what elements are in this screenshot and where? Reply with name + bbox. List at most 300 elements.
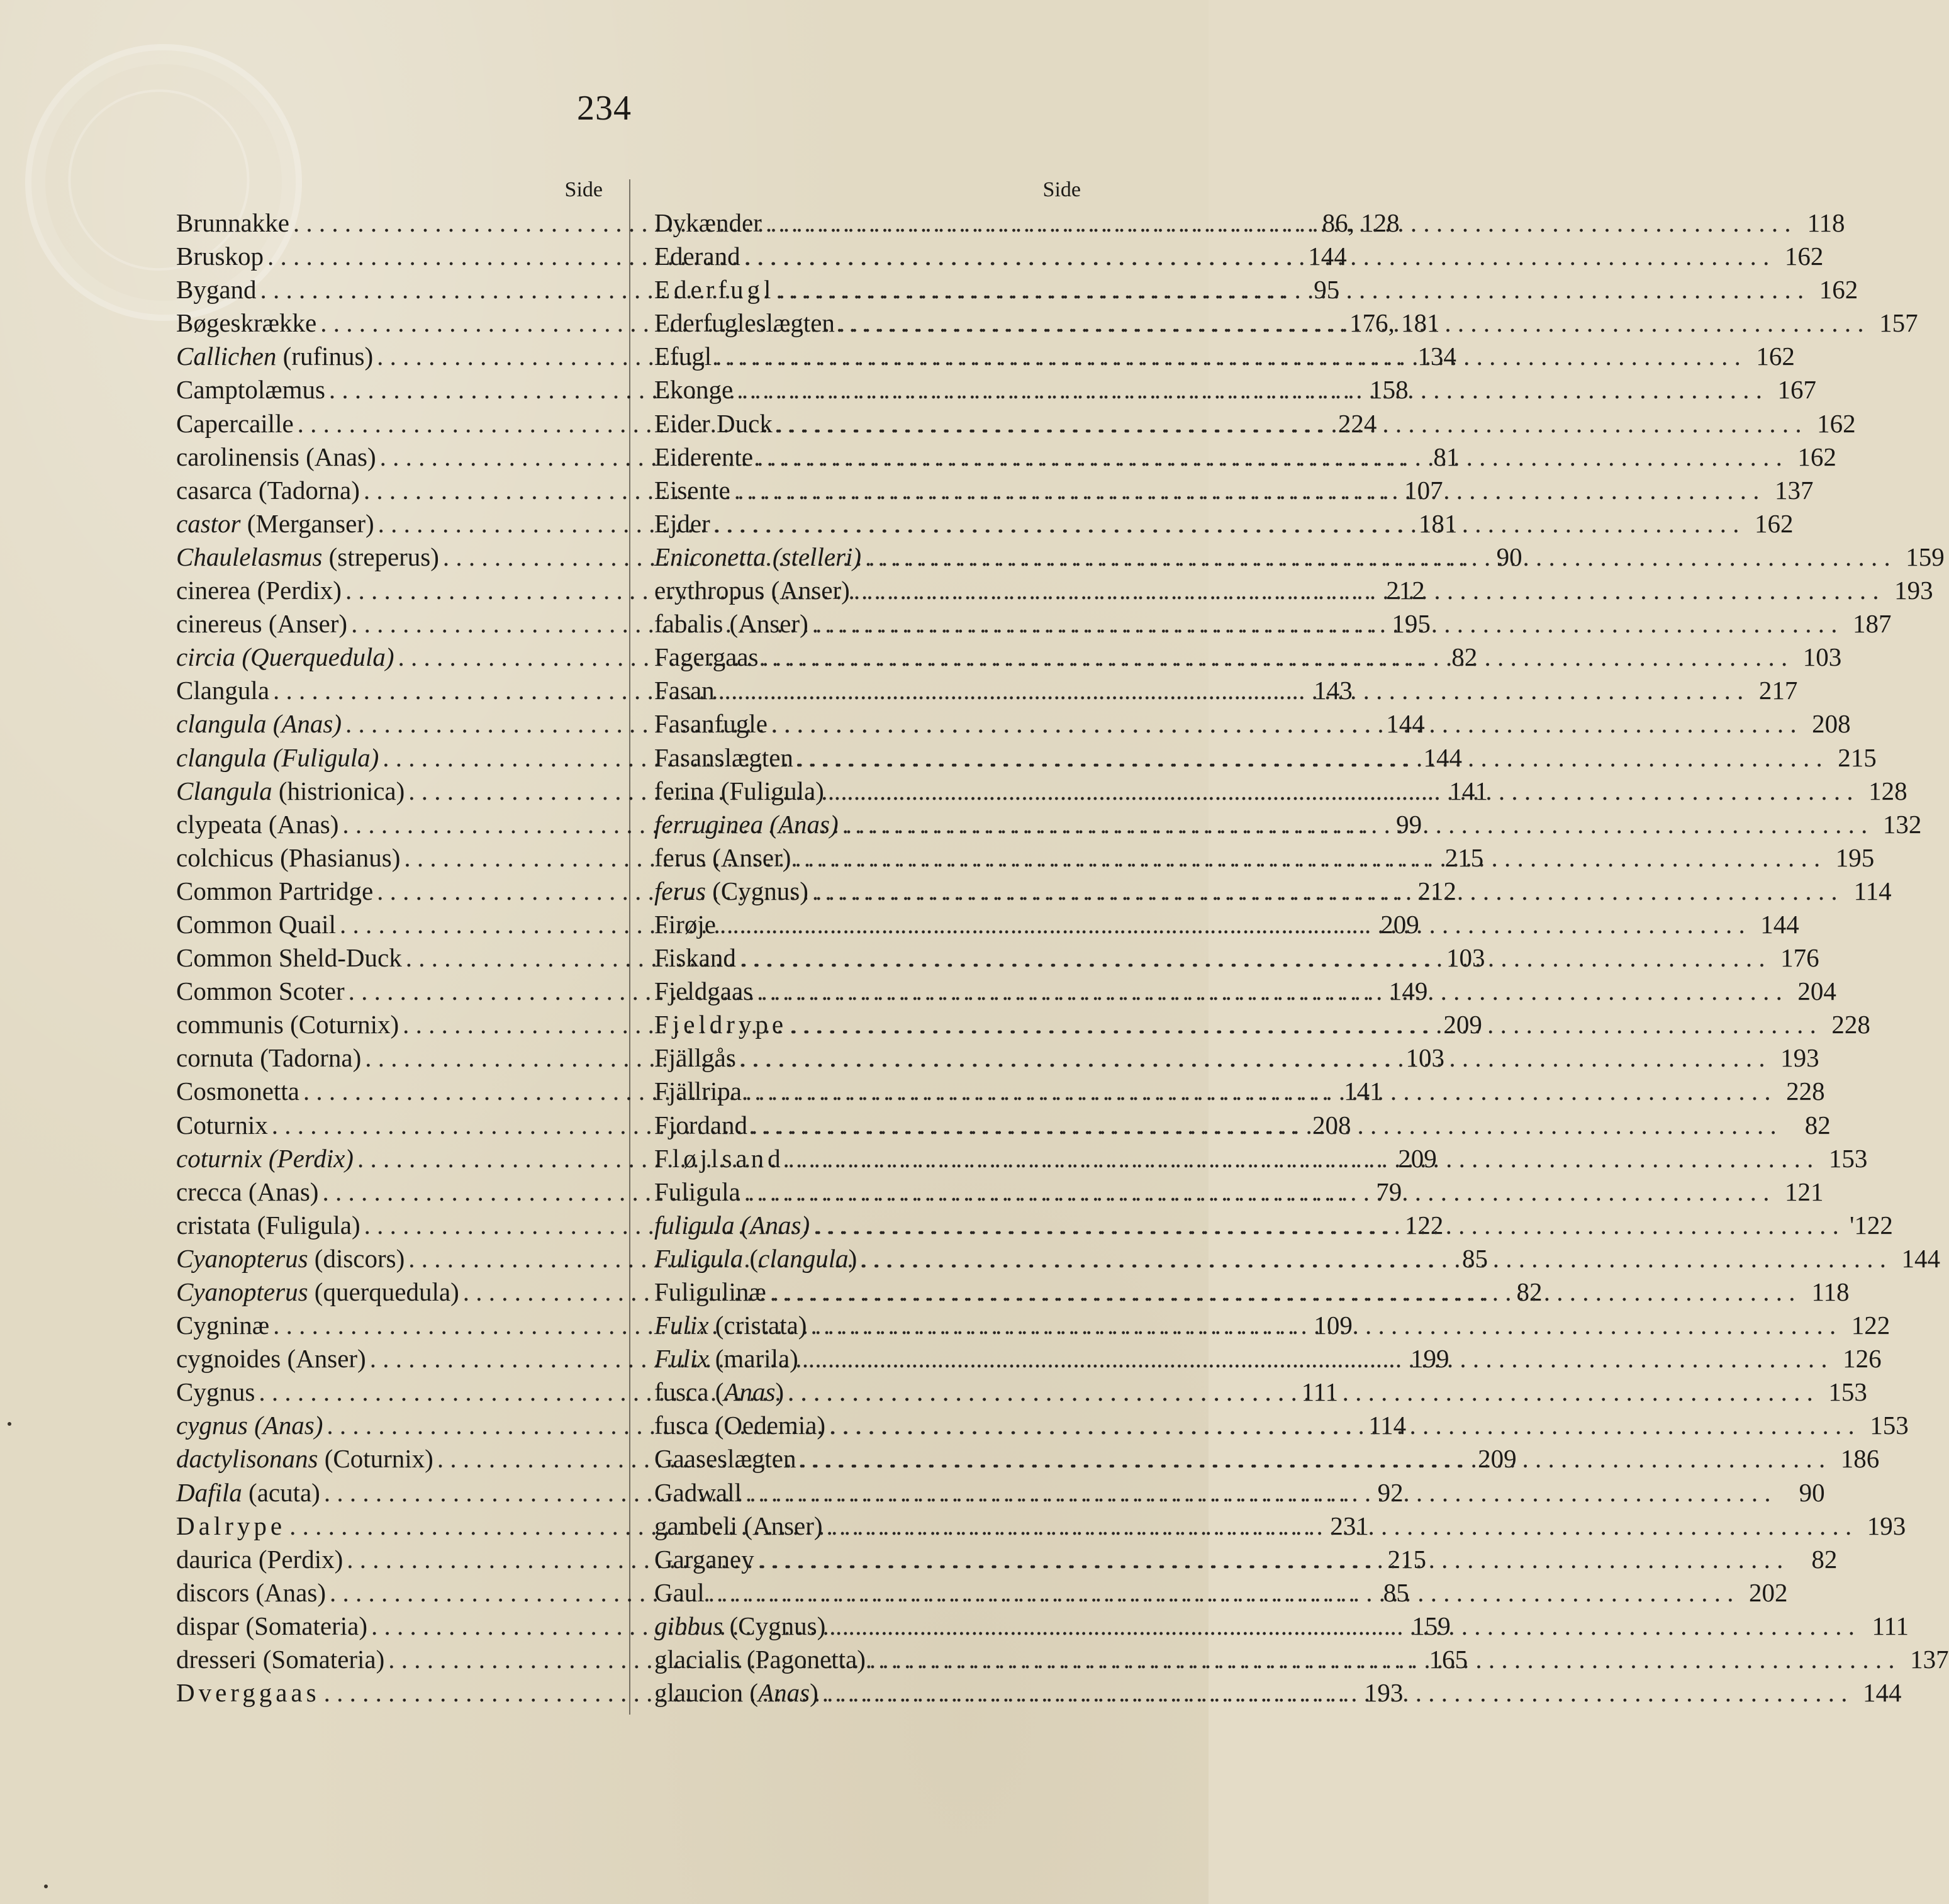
index-term [176,1509,286,1543]
index-page-reference: 212 [1417,876,1456,905]
dot-leader [740,941,1765,975]
index-page-reference: 103 [1446,943,1485,973]
index-page-reference: 144 [1760,909,1799,939]
index-term [176,1275,459,1309]
index-term [176,607,347,641]
index-term-part: ) [775,1377,785,1407]
index-page-reference: 159 [1906,542,1945,571]
index-term-part: Brunnakke [176,208,289,237]
index-term [176,1242,405,1275]
index-term-part: (streperus) [322,542,439,571]
index-term-part: Eisente [654,475,730,505]
dot-leader [854,574,1879,607]
index-page-reference: 176, 181 [1349,308,1440,338]
index-term-part: Dykænder [654,208,762,237]
index-term-part: daurica (Perdix) [176,1544,343,1574]
index-term [176,1309,269,1342]
index-term [176,1109,268,1142]
dot-leader [715,340,1741,373]
index-page-reference: 103 [1405,1043,1444,1073]
index-term-part: glaucion ( [654,1678,759,1708]
index-term [654,641,758,674]
dot-leader [869,1643,1895,1676]
index-term-part: ) [810,1678,818,1708]
index-term-part: Cyanopterus [176,1243,308,1273]
dot-leader [829,1409,1855,1442]
index-term [176,1342,366,1375]
dot-leader [720,908,1745,941]
index-term-part: carolinensis (Anas) [176,442,376,471]
index-term-part: fusca (Oedemia) [654,1411,826,1440]
index-term-part: dispar (Somateria) [176,1611,367,1640]
index-term [654,1109,747,1142]
index-entry [654,1209,1893,1242]
index-page-reference: 111 [1872,1611,1909,1640]
index-term [654,1175,740,1209]
index-page-reference: 126 [1843,1344,1882,1374]
index-term-part: Fuligula [654,1177,740,1206]
index-term [176,373,325,406]
index-term-part: Fiskand [654,943,736,973]
index-term-part: cristata (Fuligula) [176,1210,360,1240]
dot-leader [758,1543,1784,1576]
dot-leader [776,407,1802,440]
index-term [176,674,269,707]
dot-leader [802,1342,1828,1375]
index-term [176,206,289,240]
dot-leader [797,741,1823,775]
index-page-reference: 114 [1368,1411,1407,1440]
dot-leader [714,507,1740,540]
index-page-reference: 162 [1817,408,1856,438]
index-term-part: Fuligula [654,1243,744,1273]
index-term-part: coturnix (Perdix) [176,1143,354,1173]
index-term [176,440,376,474]
dot-leader [718,674,1744,707]
index-term-part: Fjällgås [654,1043,736,1073]
index-page-reference: 121 [1784,1177,1824,1206]
dot-leader [810,1309,1836,1342]
index-page-reference: 195 [1835,843,1875,872]
index-term [654,474,730,507]
index-term-part: Eniconetta (stelleri) [654,542,862,571]
index-term-part: Efugl [654,342,712,371]
index-page-reference: 209 [1380,909,1419,939]
index-term [654,908,716,941]
index-term [176,875,373,908]
index-term-part: ferruginea (Anas) [654,809,839,839]
index-term-part: ferus [654,876,706,905]
index-page-reference: 228 [1831,1010,1870,1039]
index-term [654,841,791,875]
index-term-part: Fulix [654,1311,709,1340]
index-page-reference: 193 [1364,1678,1404,1708]
index-term-part: Fjeldrype [654,1010,788,1039]
index-page-reference: 228 [1786,1077,1825,1106]
index-term-part: Fasan [654,676,715,705]
dot-leader [762,641,1787,674]
index-term-part: (cristata) [708,1311,807,1340]
index-term [176,1209,360,1242]
index-term-part: erythropus (Anser) [654,576,850,605]
index-page-reference: 209 [1398,1143,1437,1173]
index-term [176,540,439,574]
index-term [176,273,257,306]
index-term [654,1676,818,1710]
index-term [654,440,753,474]
index-term [176,1008,399,1041]
index-term [654,1209,810,1242]
index-term [654,373,733,406]
index-page-reference: 158 [1370,375,1409,405]
index-page-reference: 99 [1396,809,1422,839]
index-term [176,1576,326,1610]
index-term [654,1375,784,1409]
index-term-part: cornuta (Tadorna) [176,1043,362,1073]
index-page-reference: 122 [1851,1311,1890,1340]
index-page-reference: 165 [1429,1645,1468,1674]
index-page-reference: '122 [1849,1210,1893,1240]
index-term-part: Capercaille [176,408,294,438]
dot-leader [861,1242,1886,1275]
index-term [176,1476,320,1509]
index-term [654,1041,736,1075]
dot-leader [771,707,1797,741]
index-term-part: cinereus (Anser) [176,609,348,639]
index-term-part: discors (Anas) [176,1577,326,1607]
index-page-reference: 162 [1755,508,1794,538]
index-page-reference: 128 [1868,776,1907,805]
index-page-reference: 193 [1867,1511,1906,1540]
index-term-part: Fjällripa [654,1077,742,1106]
dot-leader [708,1576,1734,1610]
index-page-reference: 176 [1780,943,1819,973]
index-term [654,1643,866,1676]
index-term [654,273,774,306]
index-term-part: (marila) [708,1344,798,1374]
index-term-part: circia (Querquedula) [176,642,394,672]
index-page-reference: 103 [1802,642,1842,672]
index-term [654,1509,823,1543]
index-page-reference: 153 [1828,1143,1868,1173]
index-term-part: Anas [758,1678,810,1708]
index-term [654,1610,825,1643]
index-page-reference: 137 [1774,475,1814,505]
index-term-part: (histrionica) [272,776,405,805]
index-term-part: Cyanopterus [176,1277,308,1306]
index-term-part: cinerea (Perdix) [176,576,342,605]
index-page-reference: 92 [1377,1477,1404,1507]
index-term-part: Gadwall [654,1477,742,1507]
index-page-reference: 81 [1433,442,1460,471]
column-divider [629,179,630,1715]
index-term [176,1175,318,1209]
index-page-reference: 187 [1853,609,1892,639]
index-page-reference: 202 [1748,1577,1788,1607]
index-page-reference: 109 [1314,1311,1353,1340]
index-page-reference: 82 [1804,1110,1831,1140]
index-page-reference: 144 [1308,242,1347,271]
dot-leader [800,1442,1825,1476]
index-term [176,1041,361,1075]
dot-leader [842,808,1868,841]
index-term [654,1342,798,1375]
index-page-reference: 153 [1828,1377,1867,1407]
dot-leader [788,1375,1813,1409]
index-term [176,240,264,273]
index-page-reference: 111 [1301,1377,1339,1407]
index-term-part: clangula [758,1243,849,1273]
dot-leader [865,540,1890,574]
index-term-part: (Cygnus) [723,1611,826,1640]
index-page-reference: 181 [1418,508,1458,538]
index-page-reference: 162 [1797,442,1836,471]
index-page-reference: 159 [1412,1611,1451,1640]
index-term [176,507,374,540]
index-page-reference: 212 [1386,576,1425,605]
index-term [176,1142,354,1175]
index-term-part: Camptolæmus [176,375,325,405]
index-term-part: Clangula [176,676,270,705]
index-page-reference: 167 [1777,375,1816,405]
index-term [654,674,715,707]
index-page-reference: 204 [1797,977,1836,1006]
index-term-part: Bruskop [176,242,264,271]
index-page-reference: 95 [1314,275,1340,305]
index-term-part: clypeata (Anas) [176,809,339,839]
index-term [176,340,373,373]
index-term [654,1309,807,1342]
dot-leader [813,1209,1839,1242]
index-term-part: Common Quail [176,909,336,939]
index-page-reference: 149 [1388,977,1428,1006]
index-term-part: Bøgeskrække [176,308,317,338]
index-term [654,407,773,440]
index-page-reference: 186 [1840,1444,1880,1474]
index-term [654,607,808,641]
index-page-reference: 90 [1496,542,1522,571]
dot-leader [791,1008,1816,1041]
dot-leader [757,440,1782,474]
index-term-part: Dverggaas [176,1678,320,1708]
index-term-part: Cosmonetta [176,1077,299,1106]
index-term [176,975,345,1008]
index-term [176,775,405,808]
index-term [654,1075,742,1108]
index-term-part: (querquedula) [308,1277,459,1306]
index-page-reference: 215 [1387,1544,1426,1574]
index-term-part: fabalis (Anser) [654,609,808,639]
index-term-part: cygnoides (Anser) [176,1344,366,1374]
index-term [654,1008,787,1041]
index-term [654,340,712,373]
dot-leader [795,841,1820,875]
index-term-part: Common Scoter [176,977,345,1006]
index-term [176,641,394,674]
index-term [654,507,710,540]
index-term-part: Fasanslægten [654,742,793,772]
index-term [176,1543,343,1576]
index-term [176,808,338,841]
index-term [654,875,808,908]
dot-leader [839,306,1864,340]
index-term [176,1676,320,1710]
index-term [654,240,740,273]
index-page-reference: 208 [1312,1110,1351,1140]
index-page-reference: 157 [1879,308,1918,338]
index-page-reference: 86, 128 [1322,208,1400,237]
index-term [654,1242,857,1275]
index-term-part: (Cygnus) [706,876,808,905]
index-term [654,1142,785,1175]
index-term-part: Cygnus [176,1377,255,1407]
index-page-reference: 90 [1799,1477,1825,1507]
index-term [654,941,736,975]
index-page-reference: 215 [1838,742,1877,772]
index-term [176,941,402,975]
index-term-part: ferina (Fuligula) [654,776,824,805]
index-term-part: dresseri (Somateria) [176,1645,385,1674]
dot-leader [828,775,1853,808]
dot-leader [751,1109,1777,1142]
index-page-reference: 107 [1404,475,1443,505]
index-term [176,407,294,440]
index-page-reference: 144 [1423,742,1463,772]
side-header-right: Side [1042,178,1081,201]
index-page-reference: 199 [1410,1344,1449,1374]
index-page-reference: 82 [1516,1277,1543,1306]
index-term-part: Ederand [654,242,740,271]
index-page-reference: 134 [1417,342,1456,371]
index-term [654,574,850,607]
index-term-part: casarca (Tadorna) [176,475,360,505]
side-header-left: Side [564,178,603,201]
index-term-part: colchicus (Phasianus) [176,843,401,872]
index-page-reference: 208 [1812,709,1851,739]
index-page-reference: 162 [1784,242,1824,271]
index-page-reference: 162 [1756,342,1795,371]
index-term [176,1643,384,1676]
index-term-part: Callichen [176,342,277,371]
dot-leader [744,240,1770,273]
index-page-reference: 217 [1758,676,1798,705]
index-term-part: Fløjlsand [654,1143,785,1173]
index-term [654,1543,754,1576]
index-term-part: Ederfugleslægten [654,308,835,338]
index-term-part: Fagergaas [654,642,759,672]
index-term-part: Cygninæ [176,1311,270,1340]
index-term-part: Eider Duck [654,408,773,438]
index-page-reference: 209 [1443,1010,1482,1039]
index-term [176,1442,433,1476]
index-page-reference: 118 [1811,1277,1850,1306]
dot-leader [812,607,1838,641]
index-term-part: Fuligulinæ [654,1277,766,1306]
index-term-part: ) [848,1243,857,1273]
index-term-part: ( [743,1243,759,1273]
index-term-part: Fjordand [654,1110,748,1140]
index-page-reference: 79 [1376,1177,1402,1206]
index-term [654,1576,705,1610]
index-term-part: (discors) [308,1243,405,1273]
index-term-part: (Merganser) [240,508,374,538]
index-term [654,206,762,240]
index-page-reference: 132 [1882,809,1922,839]
index-page-reference: 144 [1901,1243,1941,1273]
index-page-reference: 231 [1330,1511,1369,1540]
index-term-part: Common Partridge [176,876,374,905]
dot-leader [770,1275,1795,1309]
index-term-part: Coturnix [176,1110,268,1140]
index-term-part: cygnus (Anas) [176,1411,323,1440]
index-term-part: Gaaseslægten [654,1444,796,1474]
index-term [176,1610,367,1643]
dot-leader [744,1175,1770,1209]
index-term [176,574,342,607]
index-term-part: fuligula (Anas) [654,1210,810,1240]
index-term-part: Dafila [176,1477,242,1507]
index-term-part: Garganey [654,1544,754,1574]
index-term-part: Anas [723,1377,776,1407]
index-term-part: Firøje [654,909,716,939]
dot-leader [778,273,1804,306]
index-page-reference: 209 [1478,1444,1517,1474]
dot-leader [827,1509,1852,1543]
dot-leader [829,1610,1855,1643]
index-term-part: Chaulelasmus [176,542,323,571]
index-term [654,975,753,1008]
index-term [654,306,835,340]
index-term [654,1275,766,1309]
page-number: 234 [577,89,632,128]
index-term [654,1409,825,1442]
index-page-reference: 144 [1863,1678,1902,1708]
index-page-reference: 85 [1462,1243,1488,1273]
index-term-part: glacialis (Pagonetta) [654,1645,866,1674]
dot-leader [788,1142,1814,1175]
dot-leader [812,875,1838,908]
index-term-part: communis (Coturnix) [176,1010,399,1039]
index-term-part: Common Sheld-Duck [176,943,402,973]
index-page-reference: 162 [1819,275,1858,305]
index-term-part: Ederfugl [654,275,775,305]
index-term-part: (Coturnix) [318,1444,433,1474]
index-term-part: Ekonge [654,375,734,405]
index-term [654,707,768,741]
index-term [654,808,839,841]
index-term [654,540,861,574]
index-term [654,1476,742,1509]
index-term-part: fusca ( [654,1377,724,1407]
index-page-reference: 85 [1383,1577,1409,1607]
index-term [176,707,342,741]
index-term [176,1375,255,1409]
dot-leader [757,975,1782,1008]
index-term-part: ferus (Anser) [654,843,791,872]
index-page-reference: 141 [1449,776,1488,805]
index-page-reference: 122 [1404,1210,1444,1240]
paper-speck [8,1422,11,1426]
index-term [654,1442,796,1476]
index-page-reference: 118 [1807,208,1845,237]
index-page-reference: 193 [1894,576,1933,605]
index-page-reference: 143 [1314,676,1353,705]
index-term-part: Gaul [654,1577,705,1607]
index-term-part: Eiderente [654,442,754,471]
index-term-part: castor [176,508,241,538]
index-term-part: Fulix [654,1344,709,1374]
index-term-part: crecca (Anas) [176,1177,319,1206]
